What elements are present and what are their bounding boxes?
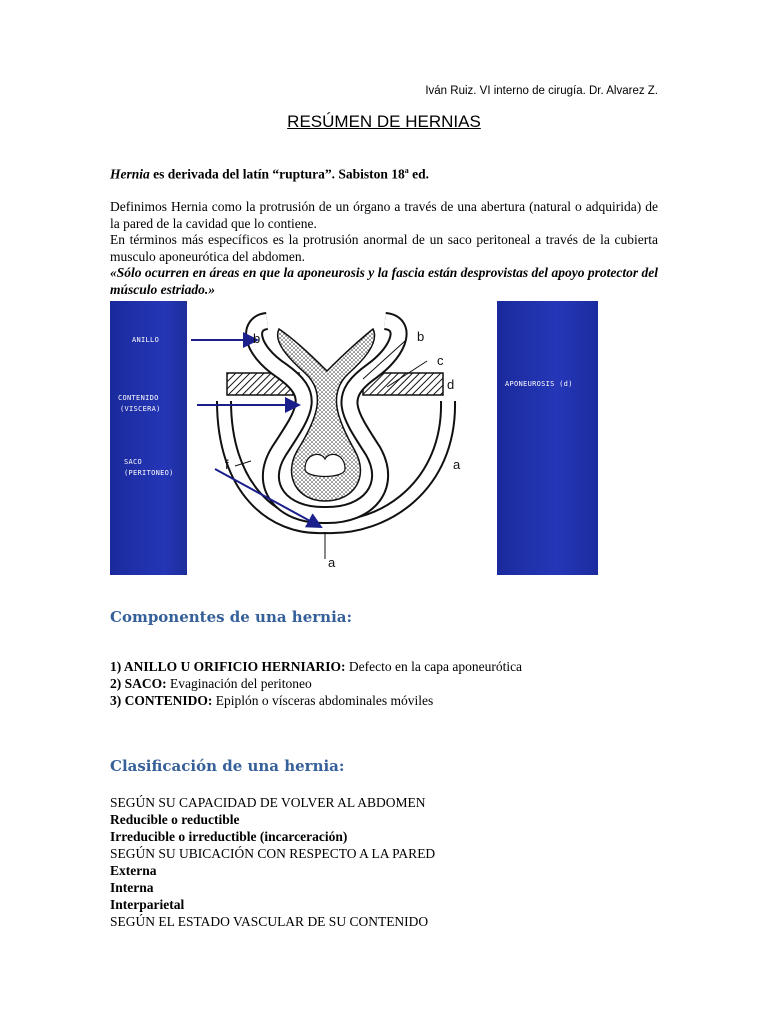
components-heading: Componentes de una hernia: xyxy=(110,608,353,626)
diagram-left-panel xyxy=(110,301,187,575)
classification-line: Interna xyxy=(110,880,154,895)
classification-line: SEGÚN EL ESTADO VASCULAR DE SU CONTENIDO xyxy=(110,914,429,929)
label-contenido: CONTENIDO xyxy=(118,394,159,402)
classification-line: Irreducible o irreductible (incarceración) xyxy=(110,829,348,844)
letter-a-bottom: a xyxy=(328,555,336,570)
intro-text xyxy=(110,199,658,298)
letter-f: f xyxy=(225,457,229,472)
label-viscera: (VISCERA) xyxy=(120,405,161,413)
label-aponeurosis: APONEUROSIS (d) xyxy=(505,380,573,388)
components-list xyxy=(110,658,670,709)
author-line: Iván Ruiz. VI interno de cirugía. Dr. Alvarez Z. xyxy=(425,85,658,97)
etymology-line xyxy=(110,166,670,183)
hernia-diagram xyxy=(187,301,497,575)
page-title: RESÚMEN DE HERNIAS xyxy=(287,112,481,131)
etymology-superscript: a xyxy=(404,166,409,175)
classification-line: Interparietal xyxy=(110,897,185,912)
label-anillo: ANILLO xyxy=(132,336,160,344)
letter-c: c xyxy=(437,353,444,368)
component-item-contenido: 3) CONTENIDO: Epiplón o vísceras abdominales móviles xyxy=(110,693,434,708)
diagram-right-panel xyxy=(497,301,598,575)
classification-list xyxy=(110,794,670,930)
intro-paragraph-1: Definimos Hernia como la protrusión de un órgano a través de una abertura (natural o adquirida) de la pared de la cavidad que lo contiene. xyxy=(110,199,658,231)
letter-b-left: b xyxy=(253,331,261,346)
letter-b-right: b xyxy=(417,329,425,344)
intro-paragraph-2: En términos más específicos es la protrusión anormal de un saco peritoneal a través de la cubierta musculo aponeurótica del abdomen. xyxy=(110,232,658,264)
intro-quote: «Sólo ocurren en áreas en que la aponeurosis y la fascia están desprovistas del apoyo protector del músculo estriado.» xyxy=(110,265,658,297)
letter-d: d xyxy=(447,377,455,392)
classification-heading: Clasificación de una hernia: xyxy=(110,757,345,775)
etymology-text: es derivada del latín “ruptura”. Sabiston 18 xyxy=(153,166,405,182)
etymology-term: Hernia xyxy=(110,166,150,182)
classification-line: Externa xyxy=(110,863,157,878)
component-item-anillo: 1) ANILLO U ORIFICIO HERNIARIO: Defecto en la capa aponeurótica xyxy=(110,659,523,674)
label-peritoneo: (PERITONEO) xyxy=(124,469,174,477)
label-saco: SACO xyxy=(124,458,143,466)
letter-a-right: a xyxy=(453,457,461,472)
classification-line: SEGÚN SU UBICACIÓN CON RESPECTO A LA PARED xyxy=(110,846,436,861)
component-item-saco: 2) SACO: Evaginación del peritoneo xyxy=(110,676,312,691)
classification-line: SEGÚN SU CAPACIDAD DE VOLVER AL ABDOMEN xyxy=(110,795,426,810)
etymology-suffix: ed. xyxy=(412,166,430,182)
classification-line: Reducible o reductible xyxy=(110,812,240,827)
